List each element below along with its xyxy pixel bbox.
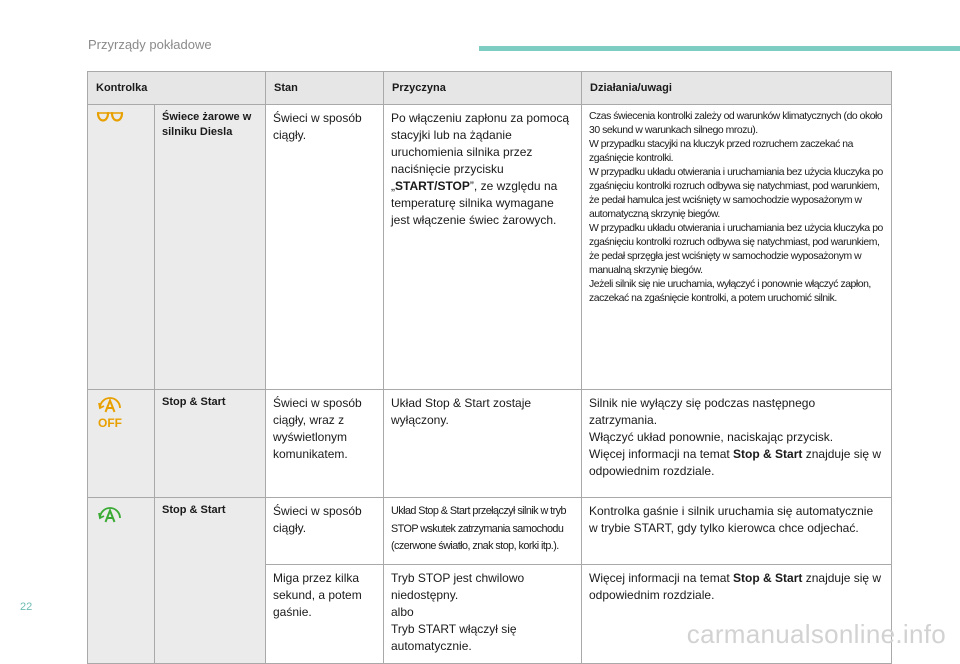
table-header-row (88, 72, 892, 105)
warning-light-name: Stop & Start (155, 390, 266, 498)
warning-light-name: Stop & Start (155, 498, 266, 664)
header-accent-bar (479, 46, 960, 51)
warning-lights-table (87, 71, 892, 664)
actions-cell: Więcej informacji na temat Stop & Start znajduje się w odpowiednim rozdziale. (582, 564, 892, 663)
warning-light-name: Świece żarowe w silniku Diesla (155, 105, 266, 390)
icon-cell (88, 498, 155, 664)
watermark: carmanualsonline.info (686, 619, 946, 649)
actions-cell: Czas świecenia kontrolki zależy od warunków klimatycznych (do około 30 sekund w warunkach silnego mrozu). W przypadku stacyjki na kluczyk przed rozruchem zaczekać na zgaśnięcie kontrolki. W przypadku układu otwierania i uruchamiania bez użycia kluczyka po zgaśnięciu kontrolki rozruch odbywa się natychmiast, pod warunkiem, że pedał hamulca jest wciśnięty w samochodzie wyposażonym w automatyczną skrzynię biegów. W przypadku układu otwierania i uruchamiania bez użycia kluczyka po zgaśnięciu kontrolki rozruch odbywa się natychmiast, pod warunkiem, że pedał sprzęgła jest wciśnięty w samochodzie wyposażonym w manualną skrzynię biegów. Jeżeli silnik się nie uruchamia, wyłączyć i ponownie włączyć zapłon, zaczekać na zgaśnięcie kontrolki, a potem uruchomić silnik. (582, 105, 892, 390)
column-header-przyczyna: Przyczyna (384, 72, 582, 105)
state-cell: Świeci w sposób ciągły, wraz z wyświetlonym komunikatem. (266, 390, 384, 498)
stop-start-off-icon (95, 418, 125, 432)
column-header-kontrolka: Kontrolka (88, 72, 266, 105)
state-cell: Świeci w sposób ciągły. (266, 498, 384, 565)
glow-plug-icon (95, 117, 125, 131)
page-number: 22 (20, 601, 33, 613)
table-row (88, 105, 892, 390)
cause-cell: Układ Stop & Start zostaje wyłączony. (384, 390, 582, 498)
cause-cell: Po włączeniu zapłonu za pomocą stacyjki lub na żądanie uruchomienia silnika przez naciśnięcie przycisku „START/STOP”, ze względu na temperaturę silnika wymagane jest włączenie świec żarowych. (384, 105, 582, 390)
column-header-stan: Stan (266, 72, 384, 105)
stop-start-active-icon (95, 516, 125, 530)
state-cell: Miga przez kilka sekund, a potem gaśnie. (266, 564, 384, 663)
actions-cell: Kontrolka gaśnie i silnik uruchamia się automatycznie w trybie START, gdy tylko kierowca chce odjechać. (582, 498, 892, 565)
actions-cell: Silnik nie wyłączy się podczas następnego zatrzymania. Włączyć układ ponownie, naciskając przycisk. Więcej informacji na temat Stop & Start znajduje się w odpowiednim rozdziale. (582, 390, 892, 498)
state-cell: Świeci w sposób ciągły. (266, 105, 384, 390)
icon-cell (88, 105, 155, 390)
table-row (88, 498, 892, 565)
cause-cell: Tryb STOP jest chwilowo niedostępny. albo Tryb START włączył się automatycznie. (384, 564, 582, 663)
section-title: Przyrządy pokładowe (88, 37, 212, 52)
off-label: OFF (98, 416, 122, 429)
column-header-dzialania: Działania/uwagi (582, 72, 892, 105)
icon-cell (88, 390, 155, 498)
table-row (88, 390, 892, 498)
cause-cell: Układ Stop & Start przełączył silnik w tryb STOP wskutek zatrzymania samochodu (czerwone światło, znak stop, korki itp.). (384, 498, 582, 565)
